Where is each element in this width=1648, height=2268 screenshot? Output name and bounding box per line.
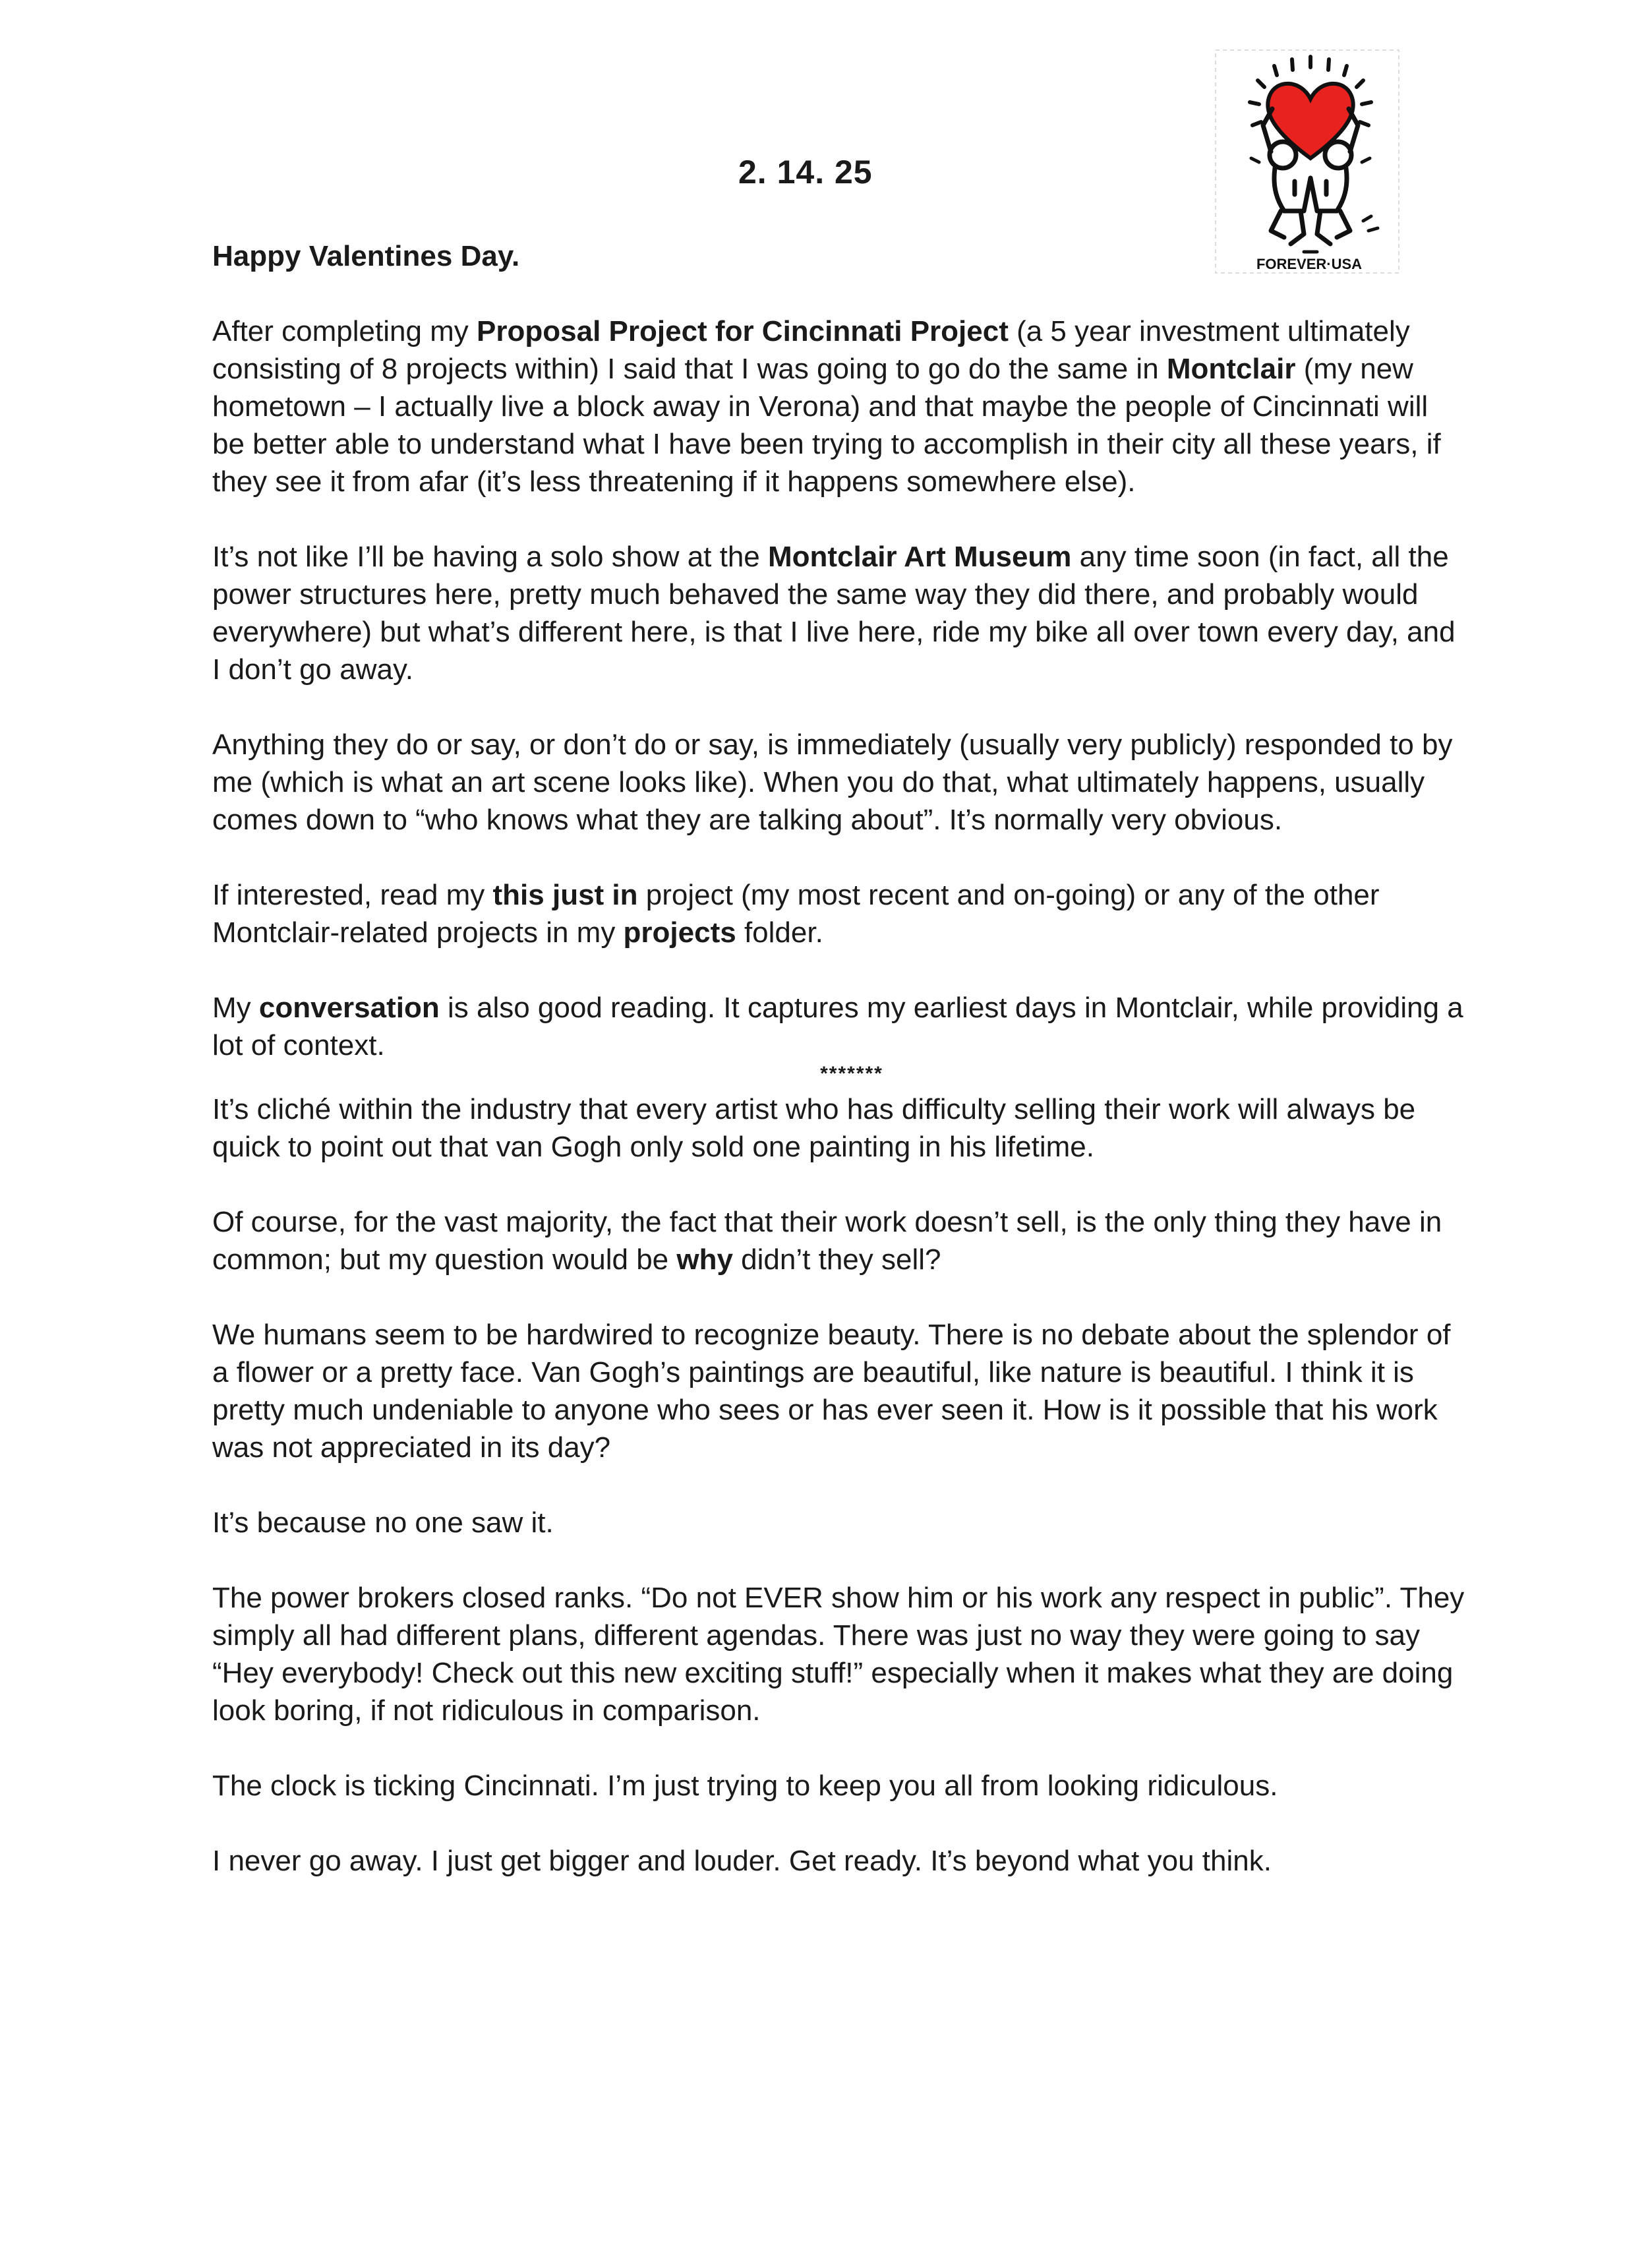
paragraph-5: My conversation is also good reading. It captures my earliest days in Montclair, while providing a lot of context. — [212, 992, 1463, 1061]
letter-date: 2. 14. 25 — [738, 154, 873, 191]
paragraph-12: I never go away. I just get bigger and louder. Get ready. It’s beyond what you think. — [212, 1845, 1272, 1877]
paragraph-10: The power brokers closed ranks. “Do not EVER show him or his work any respect in public”. They simply all had different plans, different agendas. There was just no way they were going to say “Hey everybody! Check out this new exciting stuff!” especially when it makes what they are doing look boring, if not ridiculous in comparison. — [212, 1582, 1465, 1727]
paragraph-7: Of course, for the vast majority, the fact that their work doesn’t sell, is the only thing they have in common; but my question would be why didn’t they sell? — [212, 1206, 1442, 1276]
this-just-in-bold: this just in — [492, 879, 638, 911]
stamp-caption: FOREVER·USA — [1256, 256, 1363, 272]
paragraph-3: Anything they do or say, or don’t do or say, is immediately (usually very publicly) responded to by me (which is what an art scene looks like). When you do that, what ultimately happens, usually comes down to “who knows what they are talking about”. It’s normally very obvious. — [212, 729, 1453, 836]
why-bold: why — [676, 1243, 733, 1276]
proposal-project-link: Proposal Project for Cincinnati Project — [477, 315, 1009, 347]
paragraph-2: It’s not like I’ll be having a solo show at the Montclair Art Museum any time soon (in fact, all the power structures here, pretty much behaved the same way they did there, and probably would everywhere) but what’s different here, is that I live here, ride my bike all over town every day, and I don’t go away. — [212, 541, 1456, 686]
letter-body — [212, 237, 1465, 1880]
conversation-bold: conversation — [258, 992, 440, 1024]
montclair-art-museum-bold: Montclair Art Museum — [768, 541, 1072, 573]
section-separator: ******* — [820, 1063, 883, 1085]
montclair-bold: Montclair — [1166, 353, 1296, 385]
paragraph-11: The clock is ticking Cincinnati. I’m just trying to keep you all from looking ridiculous. — [212, 1770, 1278, 1802]
paragraph-4: If interested, read my this just in project (my most recent and on-going) or any of the other Montclair-related projects in my projects folder. — [212, 879, 1380, 949]
projects-bold: projects — [623, 916, 736, 949]
paragraph-6: It’s cliché within the industry that every artist who has difficulty selling their work will always be quick to point out that van Gogh only sold one painting in his lifetime. — [212, 1093, 1416, 1163]
greeting: Happy Valentines Day. — [212, 240, 520, 272]
paragraph-8: We humans seem to be hardwired to recognize beauty. There is no debate about the splendor of a flower or a pretty face. Van Gogh’s paintings are beautiful, like nature is beautiful. I think it is pretty much undeniable to anyone who sees or has ever seen it. How is it possible that his work was not appreciated in its day? — [212, 1319, 1451, 1464]
paragraph-1: After completing my Proposal Project for Cincinnati Project (a 5 year investment ultimately consisting of 8 projects within) I said that I was going to go do the same in Montclair (my new hometown – I actually live a block away in Verona) and that maybe the people of Cincinnati will be better able to understand what I have been trying to accomplish in their city all these years, if they see it from afar (it’s less threatening if it happens somewhere else). — [212, 315, 1441, 498]
paragraph-9: It’s because no one saw it. — [212, 1507, 554, 1539]
